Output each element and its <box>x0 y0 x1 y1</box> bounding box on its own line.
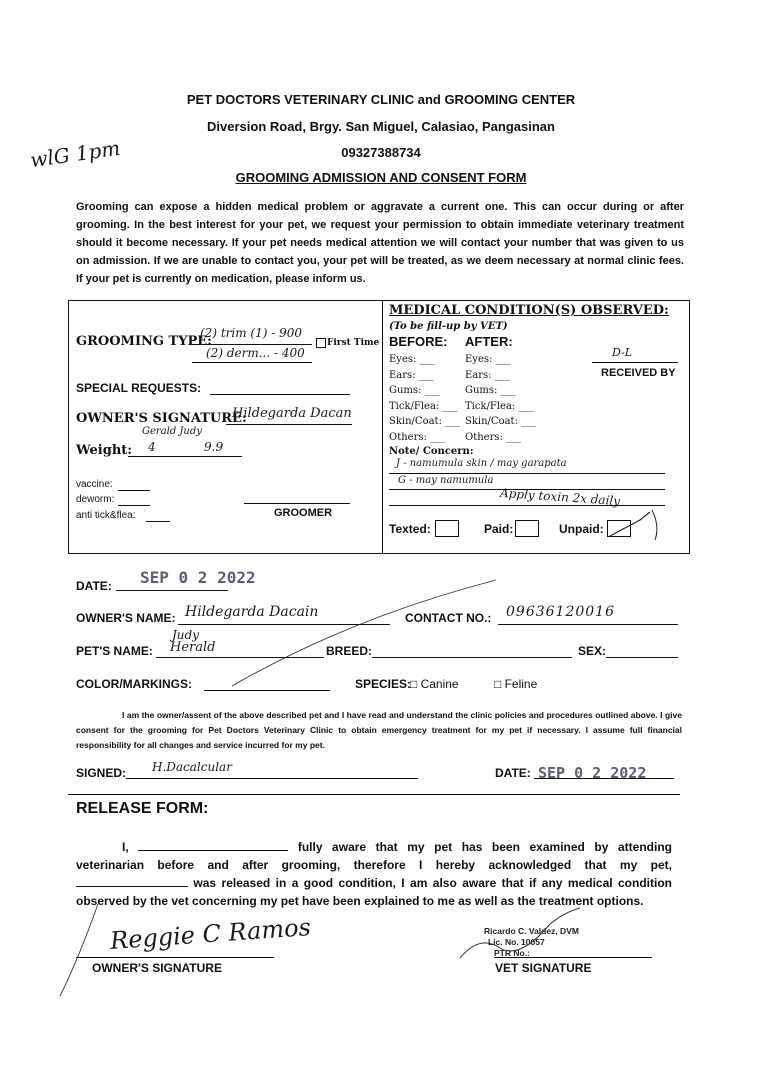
before-row: Eyes: ___ <box>389 354 435 365</box>
before-label: BEFORE: <box>389 334 448 349</box>
anti-tick-line <box>146 521 170 522</box>
contact-label: CONTACT NO.: <box>405 611 492 625</box>
vet-stamp-name: Ricardo C. Valdez, DVM <box>484 926 579 936</box>
grooming-type-underline-2 <box>192 362 312 363</box>
vet-stamp-lic: Lic. No. 10057 <box>488 937 545 947</box>
received-by-value: D-L <box>612 346 633 359</box>
after-row: Tick/Flea: ___ <box>465 400 534 412</box>
date-stamp: SEP 0 2 2022 <box>140 568 256 587</box>
before-row: Others: ___ <box>389 431 446 443</box>
note-rule-1 <box>389 473 665 474</box>
species-label: SPECIES: <box>355 677 412 691</box>
texted-checkbox[interactable] <box>435 520 459 537</box>
before-rows <box>389 352 460 446</box>
paid-checkbox[interactable] <box>515 520 539 537</box>
pet-name-label: PET'S NAME: <box>76 644 153 658</box>
release-owner-signature: Reggie C Ramos <box>109 913 312 955</box>
grooming-type-line1: (2) trim (1) - 900 <box>200 326 302 340</box>
after-row: Gums: ___ <box>465 385 516 397</box>
vet-sig-line <box>494 957 652 958</box>
groomer-line <box>244 503 350 504</box>
after-row: Eyes: ___ <box>465 354 511 365</box>
release-owner-sig-label: OWNER'S SIGNATURE <box>92 961 222 975</box>
note-line-2: G - may namumula <box>398 475 494 486</box>
before-row: Gums: ___ <box>389 385 440 397</box>
grooming-type-line2: (2) derm... - 400 <box>206 346 305 360</box>
breed-line <box>372 657 572 658</box>
weight-label: Weight: <box>76 443 133 458</box>
signed-label: SIGNED: <box>76 766 127 780</box>
after-row: Others: ___ <box>465 431 522 443</box>
vet-sig-label: VET SIGNATURE <box>495 961 592 975</box>
pet-name-line <box>156 657 324 658</box>
owner-signature-label: OWNER'S SIGNATURE: <box>76 411 247 426</box>
release-owner-blank <box>138 838 288 851</box>
vet-stamp-ptr: PTR No.: <box>494 948 530 958</box>
breed-label: BREED: <box>326 644 373 658</box>
unpaid-label: Unpaid: <box>559 522 604 536</box>
weight-value-2: 9.9 <box>204 440 224 454</box>
grooming-type-label: GROOMING TYPE: <box>76 334 212 349</box>
groomer-label: GROOMER <box>274 507 333 519</box>
release-paragraph: I, fully aware that my pet has been examined by attending veterinarian before and after grooming, therefore I hereby acknowledged that my pet, was released in a good condition, I am also aware that if any medical condition observed by the vet concerning my pet have been explained to me as well as the treatment options. <box>76 840 672 908</box>
intro-paragraph: Grooming can expose a hidden medical problem or aggravate a current one. This can occur during or after grooming. In the best interest for your pet, we request your permission to obtain immediate veterinary treatment should it become necessary. If your pet needs medical attention we will contact your number that was given to us on admission. If we are unable to contact you, your pet will be treated, as we deem necessary at normal clinic fees. If your pet is currently on medication, please inform us. <box>76 201 684 285</box>
pet-name-value-1: Judy <box>172 628 199 642</box>
signed-line <box>126 778 418 779</box>
note-label: Note/ Concern: <box>389 446 474 457</box>
before-row: Tick/Flea: ___ <box>389 400 458 412</box>
form-title: GROOMING ADMISSION AND CONSENT FORM <box>235 170 527 185</box>
vaccine-label: vaccine: <box>76 479 113 490</box>
contact-line <box>498 624 678 625</box>
contact-value: 09636120016 <box>506 604 615 620</box>
after-row: Ears: ___ <box>465 369 510 381</box>
species-feline[interactable]: □ Feline <box>494 677 538 691</box>
note-line-1: J - namumula skin / may garapata <box>396 458 567 469</box>
paid-label: Paid: <box>484 522 514 536</box>
deworm-line <box>118 505 150 506</box>
before-row: Skin/Coat: ___ <box>389 416 461 428</box>
vaccine-line <box>118 490 150 491</box>
signed-date-stamp: SEP 0 2 2022 <box>538 764 647 782</box>
anti-tick-label: anti tick&flea: <box>76 510 136 521</box>
pet-names-above-weight: Gerald Judy <box>142 426 202 437</box>
strike-line <box>230 578 500 688</box>
after-row: Skin/Coat: ___ <box>465 416 537 428</box>
signed-value: H.Dacalcular <box>152 760 232 774</box>
received-by-line <box>592 362 678 363</box>
signed-date-label: DATE: <box>495 766 531 780</box>
owner-name-value: Hildegarda Dacain <box>185 604 319 620</box>
after-rows <box>465 352 536 446</box>
release-divider <box>68 794 680 795</box>
medical-subtitle: (To be fill-up by VET) <box>389 321 508 332</box>
consent-paragraph: I am the owner/assent of the above described pet and I have read and understand the clinic policies and procedures outlined above. I give consent for the grooming for Pet Doctors Veterinary Clinic to obtain emergency treatment for my pet if necessary. I assume full financial responsibility for all changes and service incurred for my pet. <box>76 710 682 750</box>
clinic-phone: 09327388734 <box>341 145 421 160</box>
owner-name-line <box>178 624 390 625</box>
species-canine[interactable]: □ Canine <box>410 677 459 691</box>
deworm-label: deworm: <box>76 494 115 505</box>
color-line <box>204 690 330 691</box>
pet-name-value-2: Herald <box>170 640 216 655</box>
owner-signature-value: Hildegarda Dacan <box>232 406 352 421</box>
after-label: AFTER: <box>465 334 513 349</box>
sex-label: SEX: <box>578 644 607 658</box>
box-divider <box>382 300 383 554</box>
note-line-3: Apply toxin 2x daily <box>499 485 621 509</box>
margin-note: wlG 1pm <box>28 135 122 173</box>
clinic-name: PET DOCTORS VETERINARY CLINIC and GROOMING CENTER <box>186 92 576 107</box>
special-requests-line <box>210 394 350 395</box>
release-strike <box>58 900 118 1000</box>
grooming-type-underline <box>192 344 312 345</box>
date-label: DATE: <box>76 579 112 593</box>
before-row: Ears: ___ <box>389 369 434 381</box>
release-title: RELEASE FORM: <box>76 800 209 817</box>
unpaid-check-mark <box>600 506 660 546</box>
release-pet-blank <box>76 874 188 887</box>
clinic-address: Diversion Road, Brgy. San Miguel, Calasiao, Pangasinan <box>207 119 555 134</box>
texted-label: Texted: <box>389 522 431 536</box>
owner-name-label: OWNER'S NAME: <box>76 611 176 625</box>
first-time-checkbox[interactable] <box>316 338 326 348</box>
weight-value-1: 4 <box>148 440 156 454</box>
medical-title: MEDICAL CONDITION(S) OBSERVED: <box>389 303 669 318</box>
date-line <box>116 590 228 591</box>
first-time-label: First Time <box>327 338 380 348</box>
signed-date-line <box>534 778 674 779</box>
vet-signature-mark <box>440 904 590 964</box>
owner-signature-line <box>226 424 352 425</box>
special-requests-label: SPECIAL REQUESTS: <box>76 381 202 395</box>
color-label: COLOR/MARKINGS: <box>76 677 192 691</box>
weight-line <box>128 456 242 457</box>
received-by-label: RECEIVED BY <box>601 367 676 379</box>
sex-line <box>606 657 678 658</box>
